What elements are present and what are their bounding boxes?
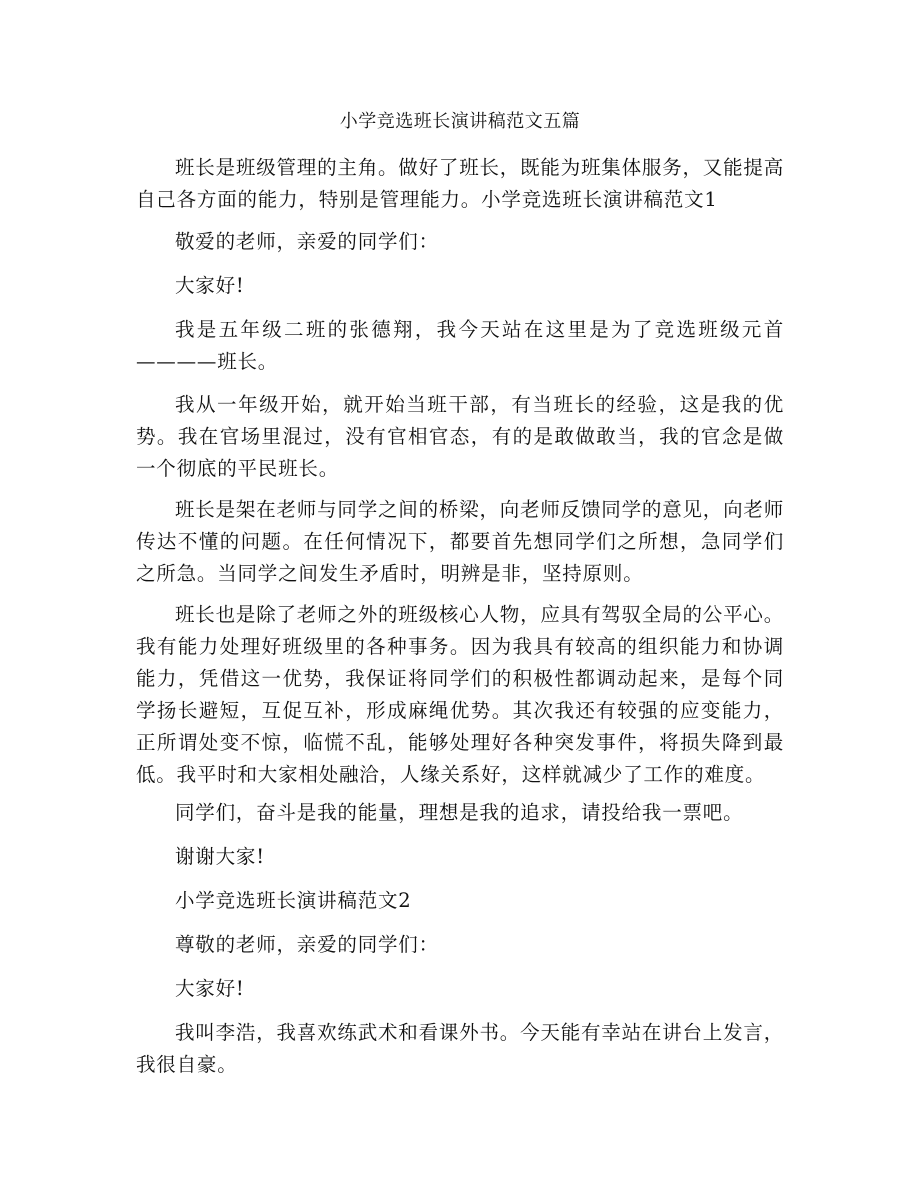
paragraph-core-person: 班长也是除了老师之外的班级核心人物，应具有驾驭全局的公平心。我有能力处理好班级里的各种事务。因为我具有较高的组织能力和协调能力，凭借这一优势，我保证将同学们的积极性都调动起来，是每个同学扬长避短，互促互补，形成麻绳优势。其次我还有较强的应变能力，正所谓处变不惊，临慌不乱，能够处理好各种突发事件，将损失降到最低。我平时和大家相处融洽，人缘关系好，这样就减少了工作的难度。 xyxy=(136,603,785,786)
document-title: 小学竞选班长演讲稿范文五篇 xyxy=(339,111,581,132)
paragraph-self-intro-2: 我叫李浩，我喜欢练武术和看课外书。今天能有幸站在讲台上发言，我很自豪。 xyxy=(136,1021,785,1076)
paragraph-intro: 班长是班级管理的主角。做好了班长，既能为班集体服务，又能提高自己各方面的能力，特别是管理能力。小学竞选班长演讲稿范文1 xyxy=(136,156,785,211)
paragraph-self-intro-1: 我是五年级二班的张德翔，我今天站在这里是为了竞选班级元首————班长。 xyxy=(136,318,784,373)
paragraph-vote-appeal: 同学们，奋斗是我的能量，理想是我的追求，请投给我一票吧。 xyxy=(175,801,744,824)
paragraph-experience: 我从一年级开始，就开始当班干部，有当班长的经验，这是我的优势。我在官场里混过，没有官相官态，有的是敢做敢当，我的官念是做一个彻底的平民班长。 xyxy=(136,393,784,480)
paragraph-salutation-1: 敬爱的老师，亲爱的同学们： xyxy=(175,230,439,253)
paragraph-thanks: 谢谢大家! xyxy=(175,845,265,868)
paragraph-greeting-1: 大家好! xyxy=(175,274,245,297)
paragraph-heading-2: 小学竞选班长演讲稿范文2 xyxy=(175,889,412,912)
paragraph-greeting-2: 大家好! xyxy=(175,977,245,1000)
paragraph-bridge: 班长是架在老师与同学之间的桥梁，向老师反馈同学的意见，向老师传达不懂的问题。在任何情况下，都要首先想同学们之所想，急同学们之所急。当同学之间发生矛盾时，明辨是非，坚持原则。 xyxy=(136,498,785,585)
paragraph-salutation-2: 尊敬的老师，亲爱的同学们： xyxy=(175,933,439,956)
